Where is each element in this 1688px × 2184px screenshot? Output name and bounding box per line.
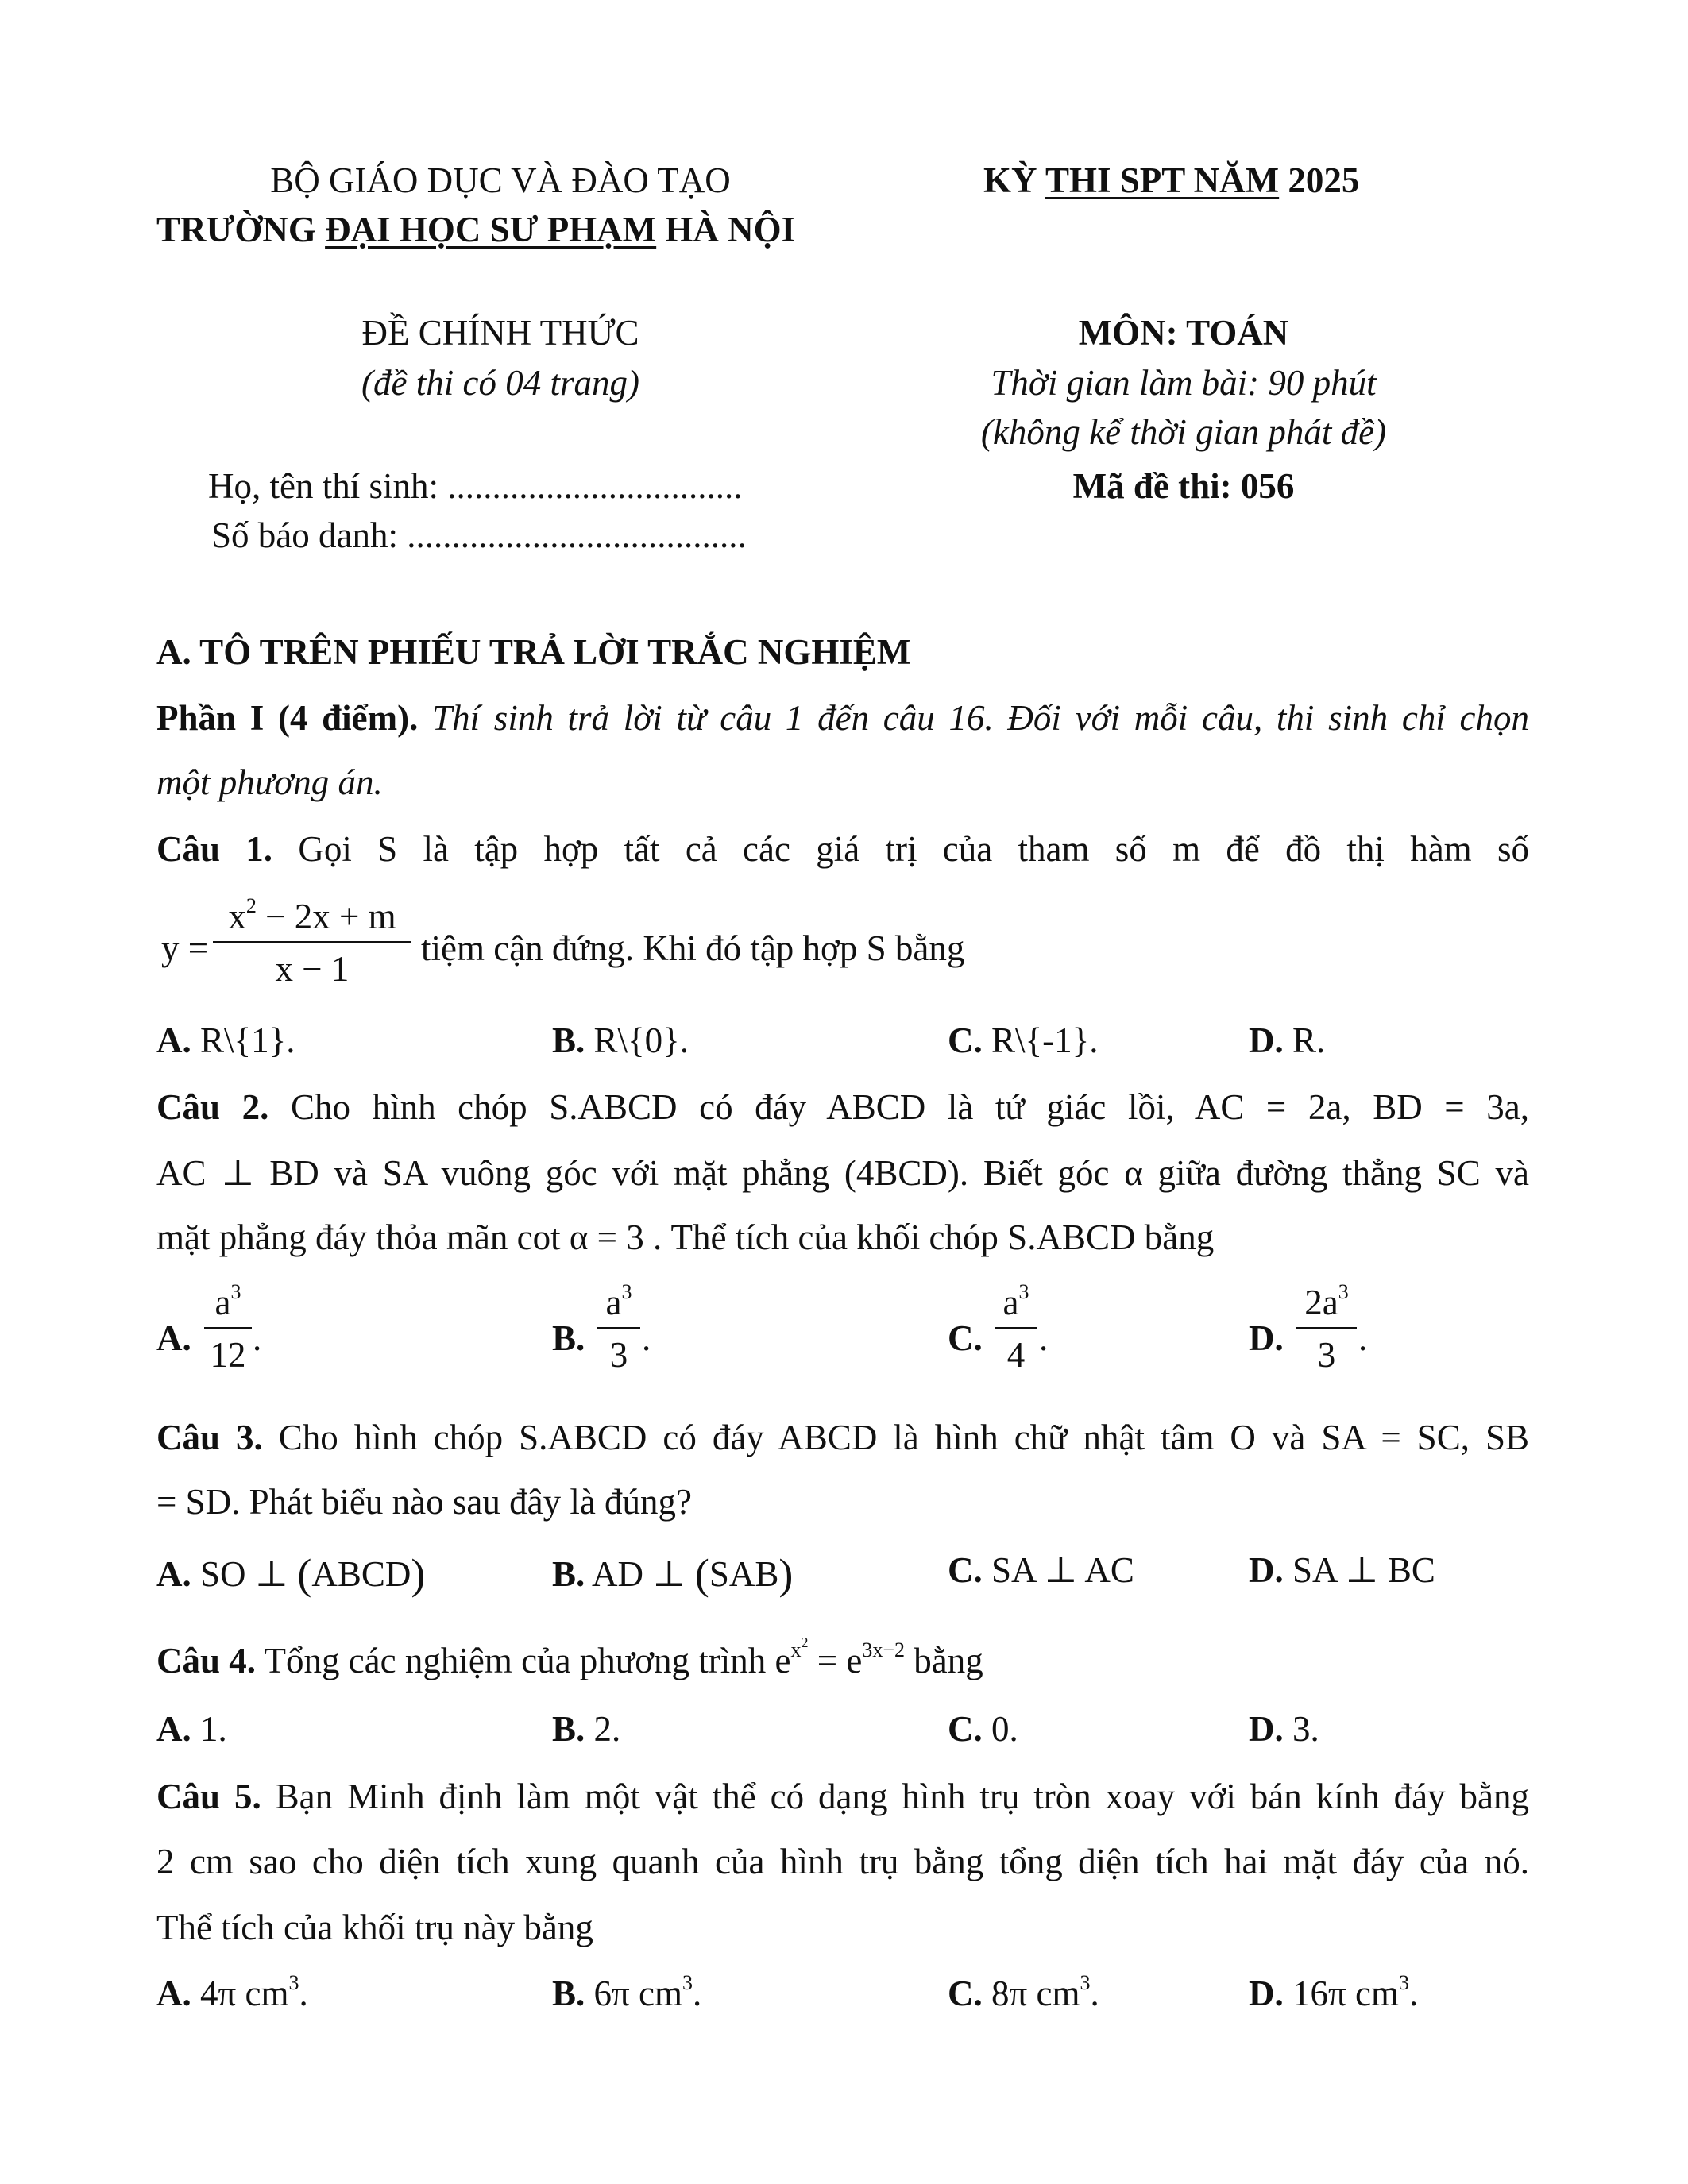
q2-option-c-period: . [1039, 1318, 1049, 1358]
q3-option-d[interactable]: D. SA ⊥ BC [1249, 1550, 1435, 1590]
question-5-text-line3: Thể tích của khối trụ này bằng [156, 1908, 593, 1947]
q3-option-c[interactable]: C. SA ⊥ AC [948, 1550, 1134, 1590]
q1-option-d[interactable]: D. R. [1249, 1021, 1326, 1060]
q1-fraction-numerator: $x^2 - 2x + m$ [228, 894, 396, 936]
q5-option-d[interactable]: D. 16π $cm^3$. [1249, 1971, 1419, 2013]
q2-option-a-key[interactable]: A. [156, 1318, 191, 1358]
question-3-text: Câu 3. Cho hình chóp S.ABCD có đáy ABCD là hình chữ nhật tâm O và SA = SC, SB [156, 1418, 1529, 1457]
q5-option-b[interactable]: B. 6π $cm^3$. [552, 1971, 702, 2013]
part1-instruction: Phần I (4 điểm). Thí sinh trả lời từ câu 1 đến câu 16. Đối với mỗi câu, thi sinh chỉ chọn [156, 698, 1529, 738]
q1-option-c[interactable]: C. R\{-1}. [948, 1021, 1099, 1060]
exam-title: KỲ THI SPT NĂM 2025 [983, 160, 1360, 200]
question-2-text-line2: AC ⊥ BD và SA vuông góc với mặt phẳng (4BCD). Biết góc α giữa đường thẳng SC và [156, 1153, 1529, 1193]
question-3-text-line2: = SD. Phát biểu nào sau đây là đúng? [156, 1482, 693, 1522]
school-name: TRƯỜNG ĐẠI HỌC SƯ PHẠM HÀ NỘI [156, 210, 796, 249]
q2-option-b-period: . [642, 1318, 651, 1358]
question-5-text: Câu 5. Bạn Minh định làm một vật thể có dạng hình trụ tròn xoay với bán kính đáy bằng [156, 1777, 1530, 1816]
part1-instruction-cont: một phương án. [156, 762, 383, 802]
q4-option-a[interactable]: A. 1. [156, 1709, 227, 1749]
q4-option-c[interactable]: C. 0. [948, 1709, 1018, 1749]
q2-option-a-period: . [253, 1318, 262, 1358]
time-note: (không kể thời gian phát đề) [980, 412, 1387, 452]
candidate-name-field: Họ, tên thí sinh: ................................. [208, 466, 743, 506]
q2-option-b-key[interactable]: B. [552, 1318, 585, 1358]
q3-option-a[interactable]: A. SO ⊥ (ABCD) [156, 1550, 426, 1598]
q2-option-c-key[interactable]: C. [948, 1318, 983, 1358]
question-2-text: Câu 2. Cho hình chóp S.ABCD có đáy ABCD là tứ giác lồi, AC = 2a, BD = 3a, [156, 1087, 1529, 1127]
q4-option-b[interactable]: B. 2. [552, 1709, 621, 1749]
q2-option-b-fraction[interactable]: $a^3$ 3 [597, 1285, 640, 1373]
q2-option-a-fraction[interactable]: $a^3$ 12 [204, 1285, 252, 1373]
q2-option-c-fraction[interactable]: $a^3$ 4 [995, 1285, 1037, 1373]
q4-option-d[interactable]: D. 3. [1249, 1709, 1319, 1749]
q1-text-after: tiệm cận đứng. Khi đó tập hợp S bằng [421, 928, 965, 968]
q2-option-d-period: . [1358, 1318, 1368, 1358]
q2-option-d-key[interactable]: D. [1249, 1318, 1284, 1358]
official-label: ĐỀ CHÍNH THỨC [361, 313, 639, 353]
q5-option-c[interactable]: C. 8π $cm^3$. [948, 1971, 1099, 2013]
q1-option-a[interactable]: A. R\{1}. [156, 1021, 295, 1060]
ministry-name: BỘ GIÁO DỤC VÀ ĐÀO TẠO [270, 160, 731, 200]
q5-option-a[interactable]: A. 4π $cm^3$. [156, 1971, 308, 2013]
subject-label: MÔN: TOÁN [1078, 313, 1289, 353]
question-5-text-line2: 2 cm sao cho diện tích xung quanh của hình trụ bằng tổng diện tích hai mặt đáy của nó. [156, 1842, 1529, 1881]
q2-option-d-fraction[interactable]: $2a^3$ 3 [1296, 1285, 1357, 1373]
time-allowed: Thời gian làm bài: 90 phút [991, 363, 1377, 403]
question-4-text: Câu 4. Tổng các nghiệm của phương trình $e^{x^2} = e^{3x-2}$ bằng [156, 1634, 983, 1680]
q1-y-equals: y = [161, 928, 209, 968]
question-1-text: Câu 1. Gọi S là tập hợp tất cả các giá trị của tham số m để đồ thị hàm số [156, 829, 1529, 869]
exam-code: Mã đề thi: 056 [1072, 466, 1295, 506]
q1-option-b[interactable]: B. R\{0}. [552, 1021, 689, 1060]
candidate-id-field: Số báo danh: ...................................... [211, 515, 747, 555]
q1-fraction-denominator: x − 1 [275, 949, 350, 989]
question-2-text-line3: mặt phẳng đáy thỏa mãn cot α = 3 . Thể tích của khối chóp S.ABCD bằng [156, 1217, 1215, 1257]
q3-option-b[interactable]: B. AD ⊥ (SAB) [552, 1550, 794, 1598]
q1-fraction [213, 894, 411, 989]
page-count-note: (đề thi có 04 trang) [361, 363, 639, 403]
section-a-heading: A. TÔ TRÊN PHIẾU TRẢ LỜI TRẮC NGHIỆM [156, 632, 911, 672]
q1-fraction-bar [213, 941, 411, 943]
